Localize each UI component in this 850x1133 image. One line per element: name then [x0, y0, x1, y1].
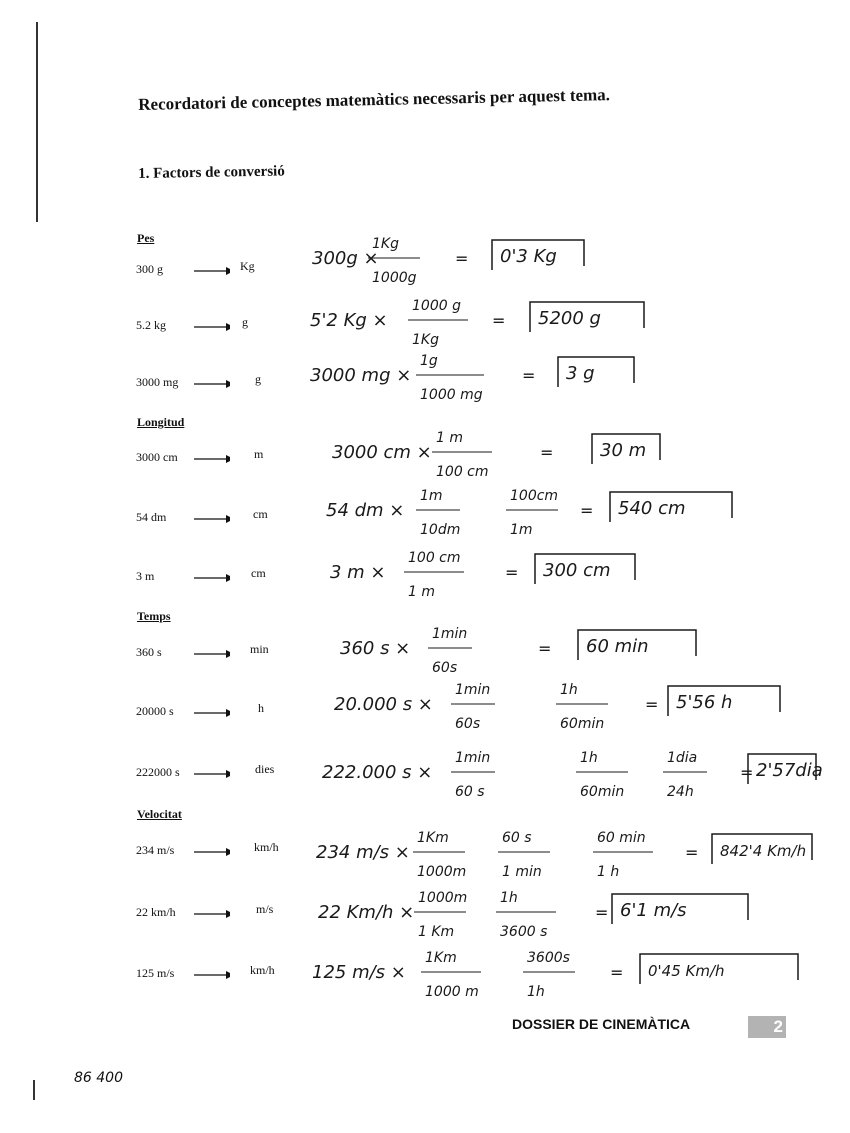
- fraction-numerator: 100cm: [510, 488, 559, 504]
- fraction-denominator: 1000 mg: [420, 387, 483, 403]
- fraction-numerator: 1h: [500, 890, 518, 906]
- fraction-denominator: 1000m: [417, 864, 467, 880]
- fraction-numerator: 1min: [432, 626, 468, 642]
- fraction-denominator: 1000 m: [425, 984, 479, 1000]
- fraction-denominator: 1000g: [372, 270, 417, 286]
- handwritten-equation: [326, 488, 732, 538]
- equals-sign: =: [645, 695, 659, 714]
- equals-sign: =: [740, 763, 754, 782]
- result-value: 6'1 m/s: [620, 900, 687, 921]
- equation-term: 3 m ×: [330, 562, 386, 583]
- equals-sign: =: [492, 311, 506, 330]
- conversion-source: 3 m: [136, 569, 155, 583]
- conversion-target-unit: cm: [253, 507, 268, 521]
- fraction-numerator: 1min: [455, 750, 491, 766]
- handwritten-equation: [332, 430, 660, 480]
- footer-title: DOSSIER DE CINEMÀTICA: [512, 1016, 691, 1032]
- equation-term: 3000 mg ×: [310, 365, 412, 386]
- fraction-denominator: 1 min: [502, 864, 542, 880]
- result-value: 842'4 Km/h: [720, 842, 807, 860]
- fraction-numerator: 3600s: [527, 950, 570, 966]
- fraction-denominator: 3600 s: [500, 924, 548, 940]
- result-value: 0'45 Km/h: [648, 962, 725, 980]
- equals-sign: =: [540, 443, 554, 462]
- result-value: 60 min: [586, 636, 649, 657]
- fraction-numerator: 1Km: [425, 950, 457, 966]
- fraction-denominator: 60s: [455, 716, 481, 732]
- fraction-denominator: 60 s: [455, 784, 485, 800]
- handwritten-equation: [322, 750, 823, 800]
- equals-sign: =: [580, 501, 594, 520]
- handwritten-equation: [316, 830, 812, 880]
- handwritten-equation: [310, 298, 644, 348]
- section-pes: Pes: [137, 231, 155, 245]
- equals-sign: =: [538, 639, 552, 658]
- conversion-target-unit: km/h: [254, 840, 279, 854]
- handwritten-equation: [310, 353, 634, 403]
- handwritten-equation: [340, 626, 696, 676]
- fraction-numerator: 1000m: [418, 890, 468, 906]
- section-longitud: Longitud: [137, 415, 185, 429]
- conversion-target-unit: Kg: [240, 259, 255, 273]
- equation-term: 222.000 s ×: [322, 762, 433, 783]
- conversion-target-unit: h: [258, 701, 264, 715]
- conversion-target-unit: min: [250, 642, 269, 656]
- fraction-denominator: 60min: [560, 716, 605, 732]
- fraction-numerator: 1000 g: [412, 298, 461, 314]
- result-value: 540 cm: [618, 498, 686, 519]
- handwritten-equation: [312, 950, 798, 1000]
- conversion-source: 125 m/s: [136, 966, 175, 980]
- equals-sign: =: [455, 249, 469, 268]
- page-title: Recordatori de conceptes matemàtics necessaris per aquest tema.: [138, 85, 611, 114]
- fraction-numerator: 1h: [580, 750, 598, 766]
- conversion-source: 360 s: [136, 645, 162, 659]
- fraction-denominator: 1 m: [408, 584, 435, 600]
- fraction-numerator: 100 cm: [408, 550, 461, 566]
- fraction-denominator: 1m: [510, 522, 533, 538]
- result-value: 0'3 Kg: [500, 246, 557, 267]
- fraction-numerator: 1Kg: [372, 236, 399, 252]
- fraction-numerator: 60 min: [597, 830, 646, 846]
- conversion-target-unit: km/h: [250, 963, 275, 977]
- section-velocitat: Velocitat: [137, 807, 182, 821]
- result-value: 5200 g: [538, 308, 601, 329]
- conversion-source: 234 m/s: [136, 843, 175, 857]
- handwritten-equation: [334, 682, 780, 732]
- conversion-source: 222000 s: [136, 765, 180, 779]
- conversion-source: 3000 cm: [136, 450, 178, 464]
- handwritten-note: 86 400: [74, 1070, 123, 1086]
- result-value: 2'57dia: [756, 760, 823, 781]
- handwritten-equation: [312, 236, 584, 286]
- conversion-source: 54 dm: [136, 510, 167, 524]
- equation-term: 3000 cm ×: [332, 442, 432, 463]
- fraction-numerator: 1dia: [667, 750, 698, 766]
- result-value: 300 cm: [543, 560, 611, 581]
- fraction-denominator: 1h: [527, 984, 545, 1000]
- result-value: 5'56 h: [676, 692, 733, 713]
- conversion-source: 5.2 kg: [136, 318, 166, 332]
- fraction-denominator: 60s: [432, 660, 458, 676]
- equals-sign: =: [685, 843, 699, 862]
- conversion-source: 3000 mg: [136, 375, 179, 389]
- equation-term: 20.000 s ×: [334, 694, 433, 715]
- equals-sign: =: [505, 563, 519, 582]
- fraction-denominator: 100 cm: [436, 464, 489, 480]
- handwritten-equation: [318, 890, 748, 940]
- equals-sign: =: [595, 903, 609, 922]
- conversion-target-unit: g: [255, 372, 261, 386]
- fraction-numerator: 1h: [560, 682, 578, 698]
- conversion-source: 20000 s: [136, 704, 174, 718]
- fraction-numerator: 1 m: [436, 430, 463, 446]
- equation-term: 125 m/s ×: [312, 962, 406, 983]
- handwritten-equation: [330, 550, 635, 600]
- fraction-denominator: 1 h: [597, 864, 620, 880]
- equation-term: 22 Km/h ×: [318, 902, 415, 923]
- conversion-target-unit: m: [254, 447, 264, 461]
- conversion-target-unit: m/s: [256, 902, 274, 916]
- equation-term: 234 m/s ×: [316, 842, 410, 863]
- conversion-source: 300 g: [136, 262, 163, 276]
- fraction-denominator: 1 Km: [418, 924, 455, 940]
- fraction-numerator: 60 s: [502, 830, 532, 846]
- fraction-numerator: 1m: [420, 488, 443, 504]
- page-number: 2: [748, 1016, 786, 1038]
- fraction-denominator: 1Kg: [412, 332, 439, 348]
- fraction-numerator: 1min: [455, 682, 491, 698]
- conversion-target-unit: dies: [255, 762, 275, 776]
- conversion-target-unit: g: [242, 315, 248, 329]
- fraction-numerator: 1g: [420, 353, 438, 369]
- conversion-target-unit: cm: [251, 566, 266, 580]
- equals-sign: =: [522, 366, 536, 385]
- fraction-denominator: 24h: [667, 784, 694, 800]
- equation-term: 360 s ×: [340, 638, 411, 659]
- equals-sign: =: [610, 963, 624, 982]
- section-heading: 1. Factors de conversió: [138, 163, 285, 182]
- fraction-denominator: 10dm: [420, 522, 461, 538]
- equation-term: 5'2 Kg ×: [310, 310, 388, 331]
- result-value: 3 g: [566, 363, 595, 384]
- fraction-numerator: 1Km: [417, 830, 449, 846]
- equation-term: 300g ×: [312, 248, 379, 269]
- section-temps: Temps: [137, 609, 171, 623]
- fraction-denominator: 60min: [580, 784, 625, 800]
- conversion-source: 22 km/h: [136, 905, 176, 919]
- equation-term: 54 dm ×: [326, 500, 405, 521]
- result-value: 30 m: [600, 440, 647, 461]
